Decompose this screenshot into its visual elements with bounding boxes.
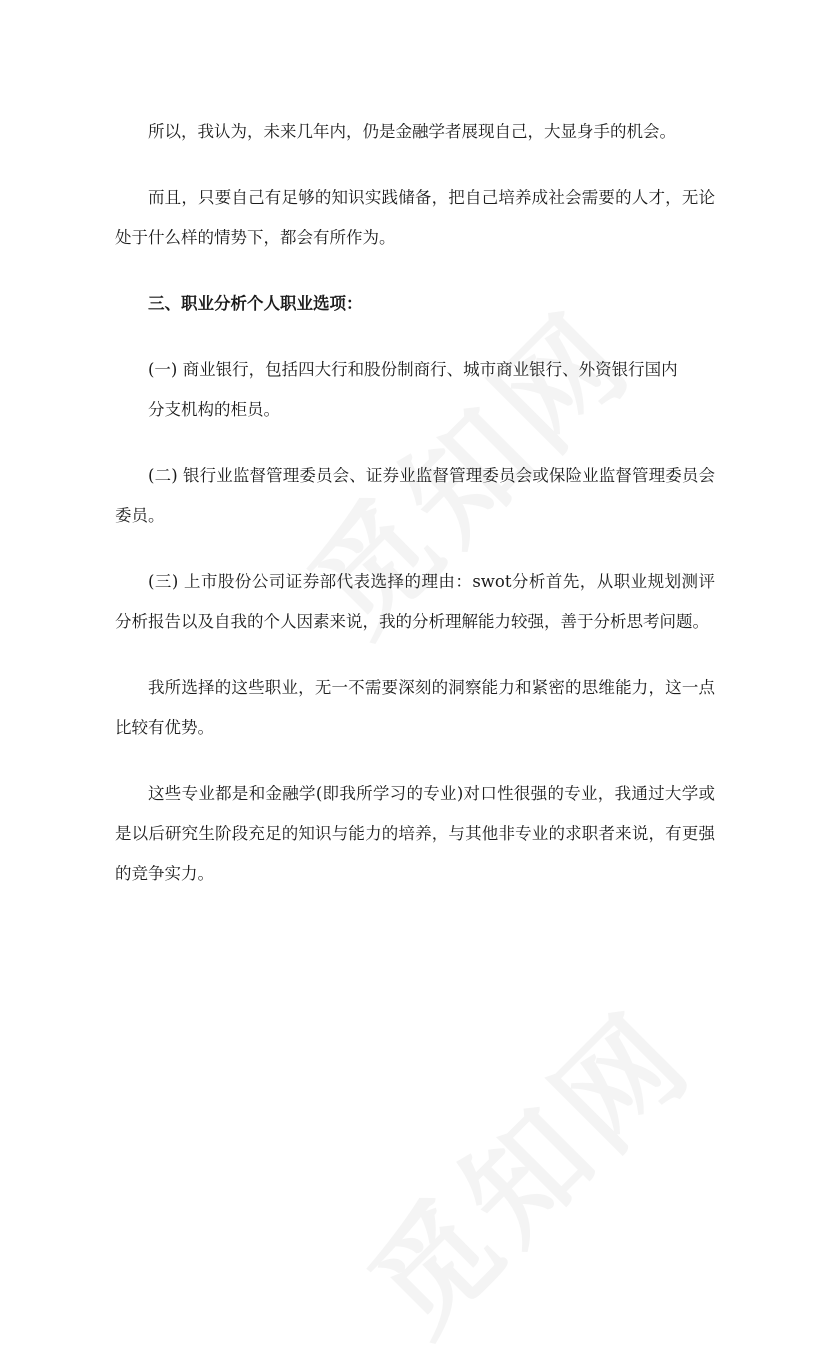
section-heading: 三、职业分析个人职业选项： [148,294,363,313]
paragraph: 这些专业都是和金融学(即我所学习的专业)对口性很强的专业，我通过大学或是以后研究生阶段充足的知识与能力的培养，与其他非专业的求职者来说，有更强的竞争实力。 [115,784,715,883]
list-item-first-line: (一) 商业银行，包括四大行和股份制商行、城市商业银行、外资银行国内 [148,360,678,379]
document-body [115,112,715,894]
paragraph: 而且，只要自己有足够的知识实践储备，把自己培养成社会需要的人才，无论处于什么样的情势下，都会有所作为。 [115,188,715,247]
watermark [326,967,723,1364]
paragraph: 所以，我认为，未来几年内，仍是金融学者展现自己，大显身手的机会。 [148,122,676,141]
list-item: (二) 银行业监督管理委员会、证券业监督管理委员会或保险业监督管理委员会委员。 [115,466,715,525]
paragraph: 我所选择的这些职业，无一不需要深刻的洞察能力和紧密的思维能力，这一点比较有优势。 [115,678,715,737]
list-item: (三) 上市股份公司证券部代表选择的理由：swot分析首先，从职业规划测评分析报告以及自我的个人因素来说，我的分析理解能力较强，善于分析思考问题。 [115,572,715,631]
list-item-continuation: 分支机构的柜员。 [148,400,280,419]
list-item [115,350,715,430]
